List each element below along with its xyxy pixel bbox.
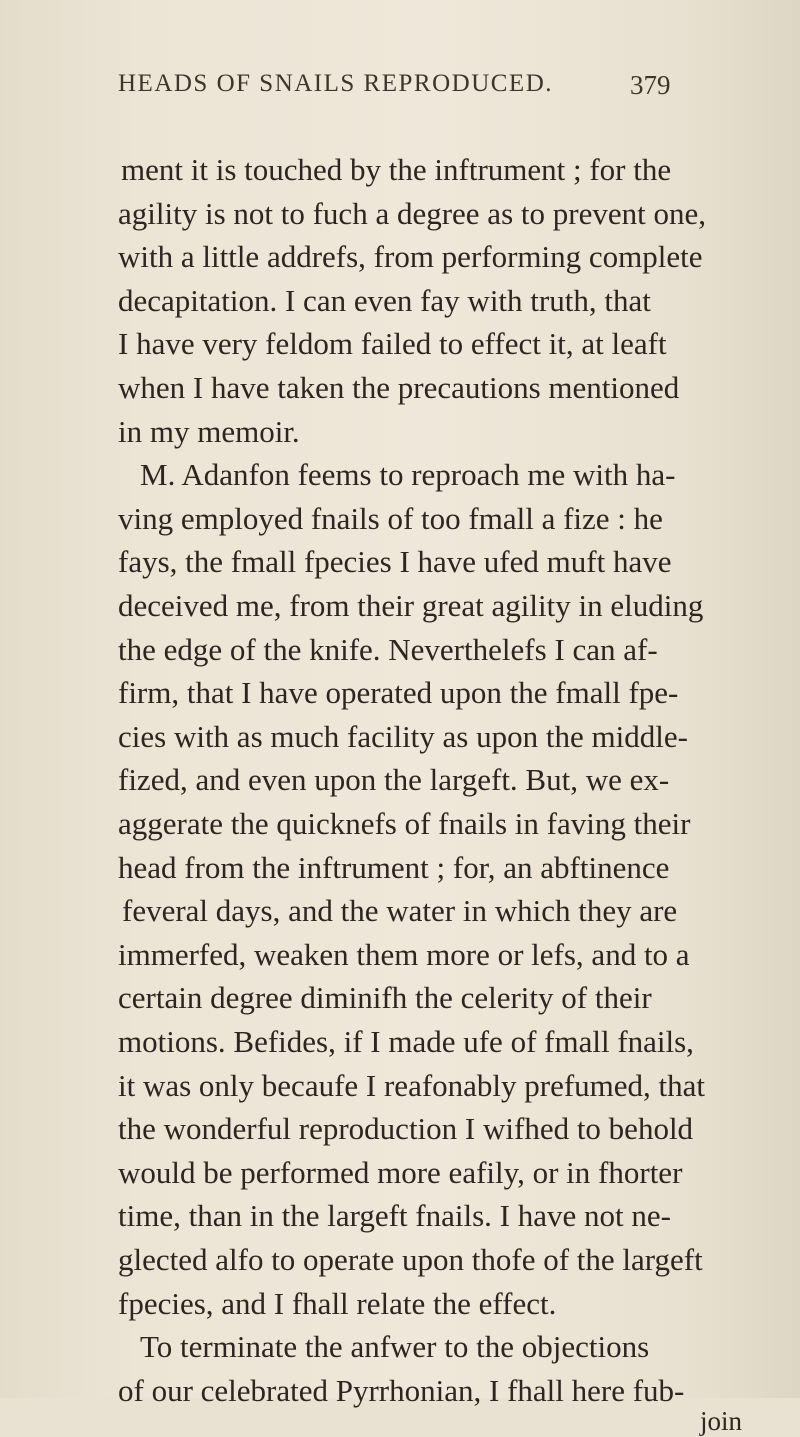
text-line: cies with as much facility as upon the middle- — [118, 718, 688, 754]
text-line: it was only becaufe I reafonably prefumed, that — [118, 1067, 706, 1103]
text-line: firm, that I have operated upon the fmall fpe- — [118, 675, 679, 711]
text-line: time, than in the largeft fnails. I have not ne- — [118, 1198, 671, 1234]
text-line: in my memoir. — [118, 413, 300, 449]
text-line: the edge of the knife. Neverthelefs I can af- — [118, 631, 658, 667]
text-line: deceived me, from their great agility in eluding — [118, 588, 704, 623]
text-line: the wonderful reproduction I wifhed to behold — [118, 1111, 694, 1147]
text-line: fays, the fmall fpecies I have ufed muft have — [118, 544, 672, 580]
text-line: glected alfo to operate upon thofe of the largeft — [118, 1242, 703, 1277]
text-line: immerfed, weaken them more or lefs, and to a — [118, 936, 690, 972]
text-line: decapitation. I can even fay with truth, that — [118, 282, 651, 318]
text-line: head from the inftrument ; for, an abftinence — [118, 849, 670, 885]
text-line: fized, and even upon the largeft. But, we ex- — [118, 762, 670, 798]
text-line: ment it is touched by the inftrument ; for the — [121, 152, 672, 187]
text-line: with a little addrefs, from performing complete — [118, 239, 703, 275]
text-line: ving employed fnails of too fmall a fize : he — [118, 500, 663, 536]
text-line: would be performed more eafily, or in fhorter — [118, 1154, 683, 1190]
text-line: fpecies, and I fhall relate the effect. — [118, 1285, 557, 1321]
text-line: agility is not to fuch a degree as to prevent one, — [118, 195, 706, 231]
catchword: join — [700, 1406, 743, 1437]
text-line: To terminate the anfwer to the objections — [140, 1329, 650, 1365]
text-line: M. Adanfon feems to reproach me with ha- — [140, 457, 676, 493]
text-line: I have very feldom failed to effect it, at leaft — [118, 326, 667, 362]
text-line: motions. Befides, if I made ufe of fmall fnails, — [118, 1024, 694, 1059]
text-line: feveral days, and the water in which they are — [122, 893, 678, 929]
running-head-title: HEADS OF SNAILS REPRODUCED. — [118, 70, 553, 97]
text-line: certain degree diminifh the celerity of their — [118, 980, 652, 1016]
page-number: 379 — [630, 70, 671, 100]
text-line: aggerate the quicknefs of fnails in faving their — [118, 806, 691, 841]
text-line: of our celebrated Pyrrhonian, I fhall here fub- — [118, 1372, 685, 1408]
text-line: when I have taken the precautions mentioned — [118, 370, 680, 405]
